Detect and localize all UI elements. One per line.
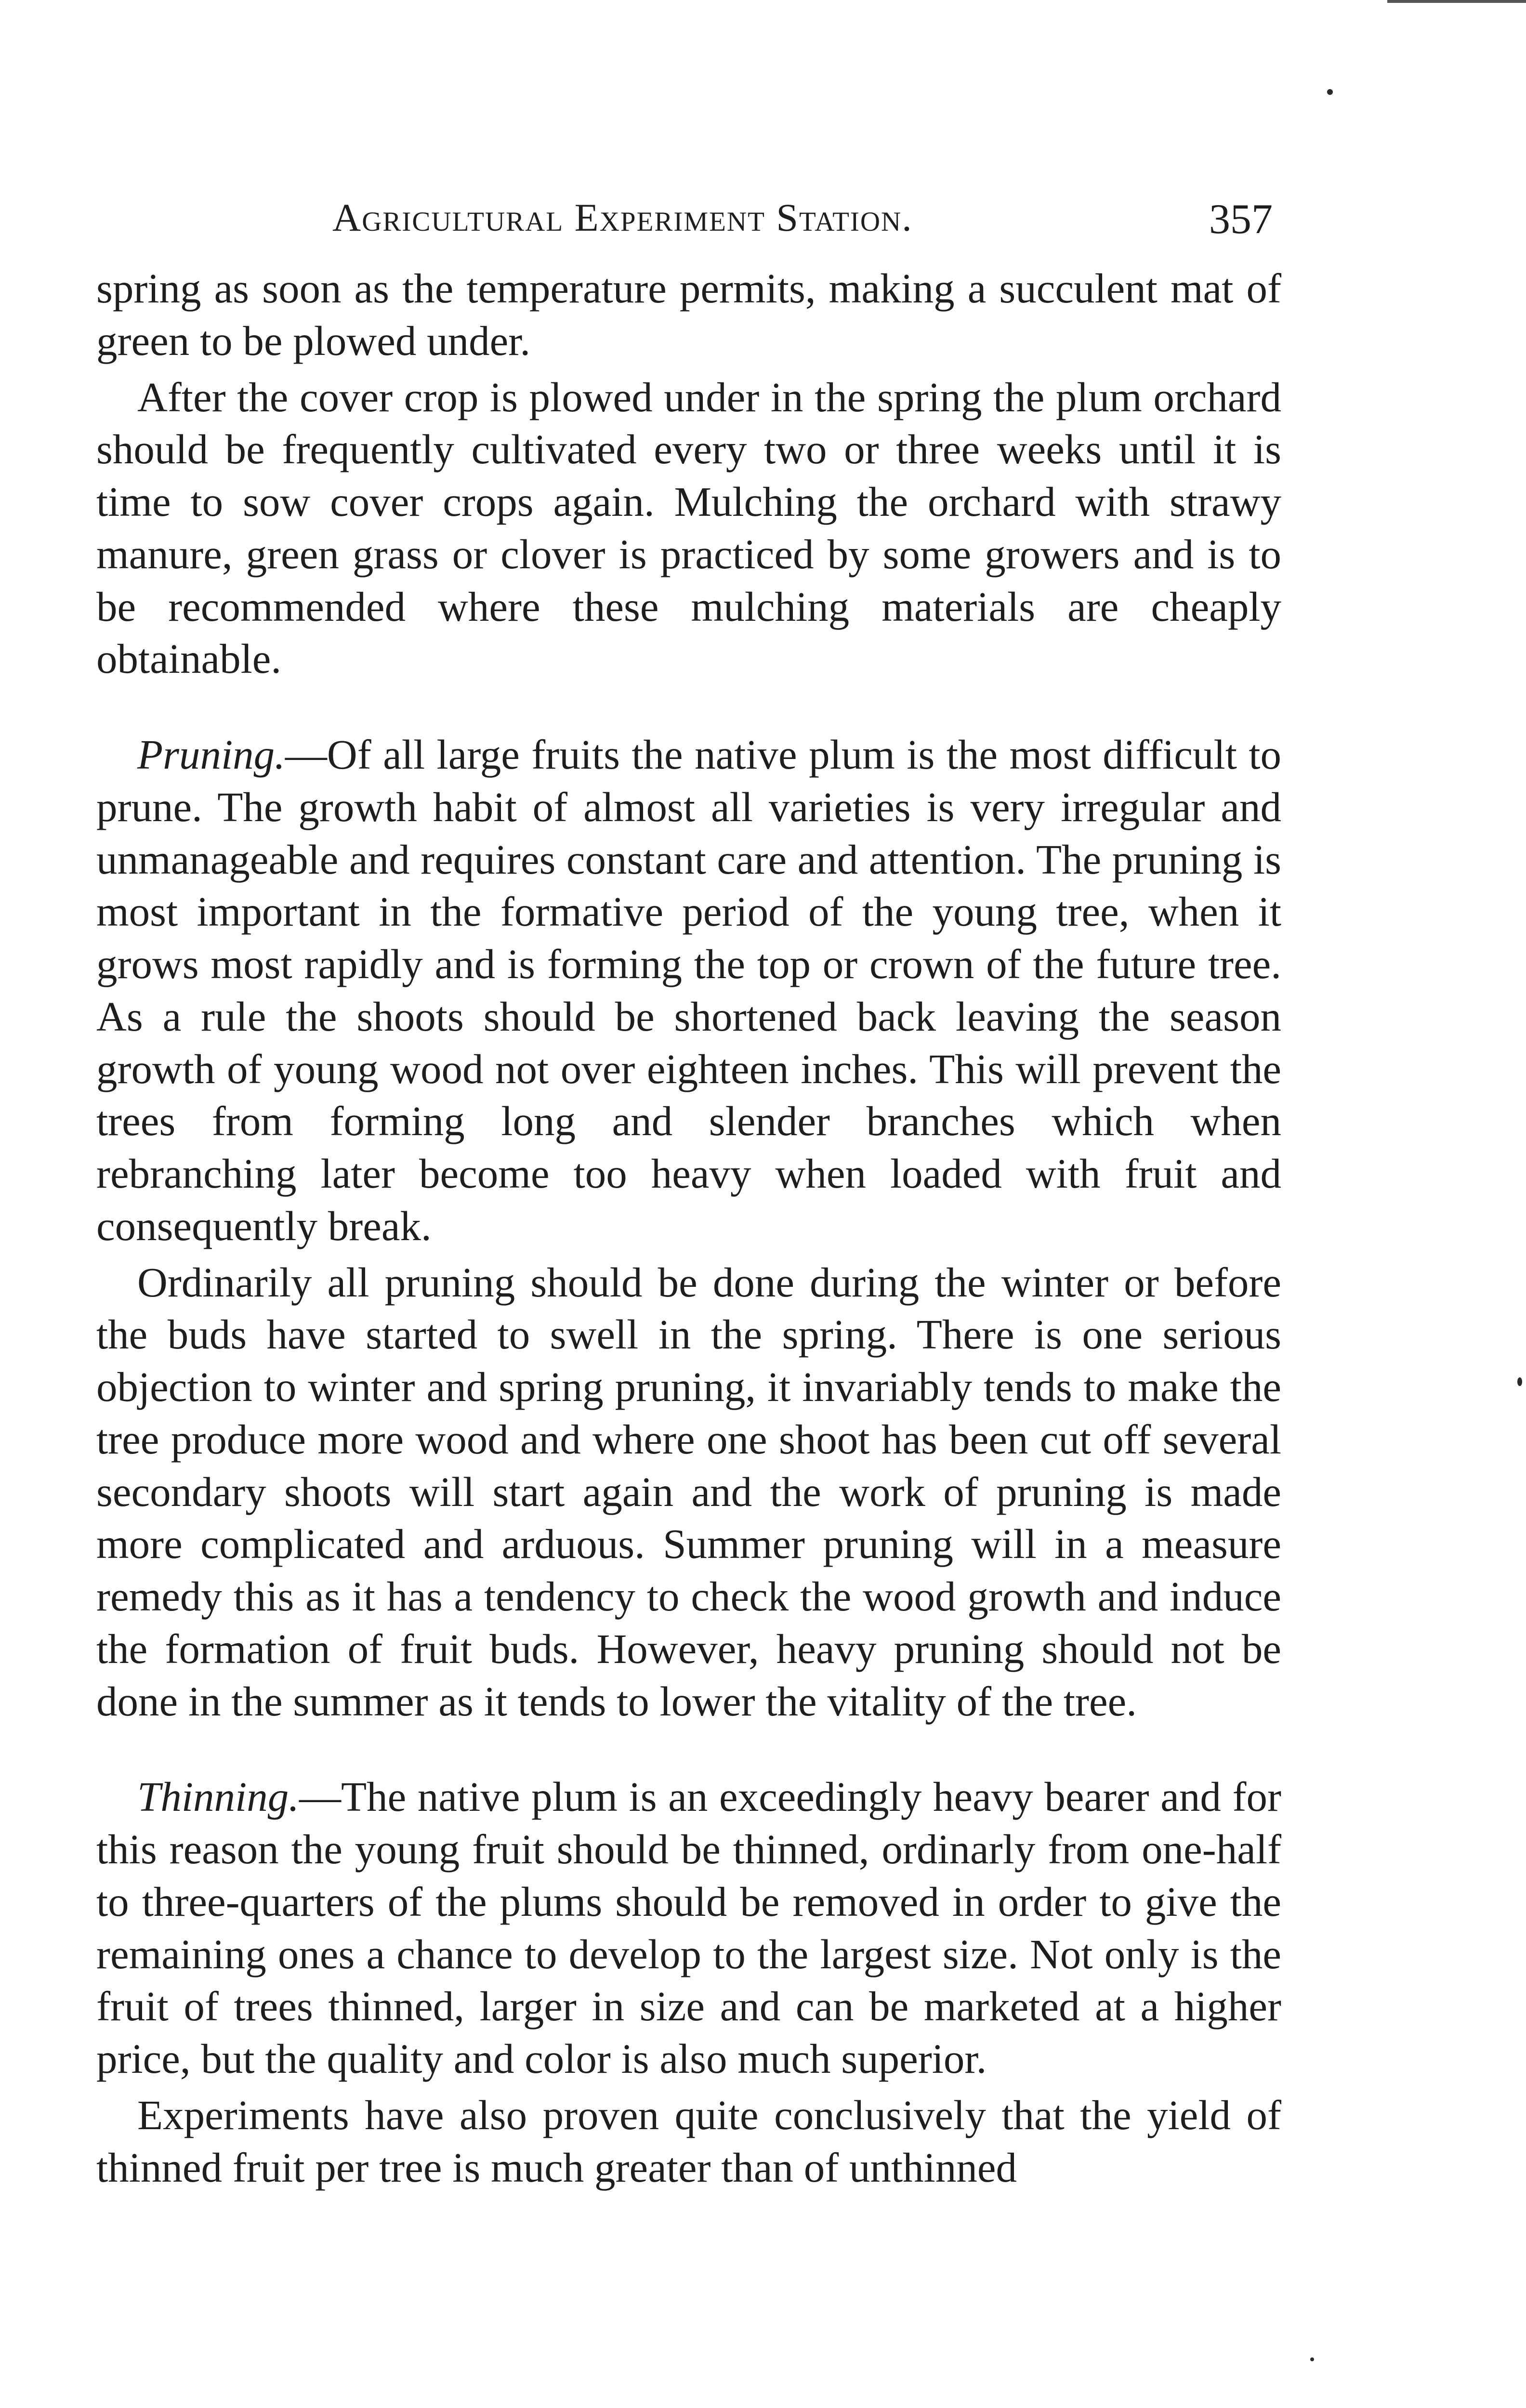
paragraph-text: Of all large fruits the native plum is the most difficult to prune. The growth habit of almost all varieties is very irregular and unmanageable and requires constant care and attention. The pruning is most important in the formative period of the young tree, when it grows most rapidly and is forming the top or crown of the future tree. As a rule the shoots should be shortened back leaving the season growth of young wood not over eighteen inches. This will prevent the trees from forming long and slender branches which when rebranching later become too heavy when loaded with fruit and consequently break.: [96, 731, 1281, 1249]
paragraph-thinning: Thinning.—The native plum is an exceedingly heavy bearer and for this reason the young fruit should be thinned, ordinarly from one-half to three-quarters of the plums should be removed in order to give the remaining ones a chance to develop to the largest size. Not only is the fruit of trees thinned, larger in size and can be marketed at a higher price, but the quality and color is also much superior.: [96, 1773, 1281, 2082]
page-number: 357: [1209, 196, 1273, 243]
scan-edge-mark: [1387, 0, 1526, 3]
body-text: [96, 262, 1281, 2194]
paragraph-pruning: Pruning.—Of all large fruits the native plum is the most difficult to prune. The growth habit of almost all varieties is very irregular and unmanageable and requires constant care and attention. The pruning is most important in the formative period of the young tree, when it grows most rapidly and is forming the top or crown of the future tree. As a rule the shoots should be shortened back leaving the season growth of young wood not over eighteen inches. This will prevent the trees from forming long and slender branches which when rebranching later become too heavy when loaded with fruit and consequently break.: [96, 731, 1281, 1249]
paragraph-text: The native plum is an exceedingly heavy bearer and for this reason the young fruit should be thinned, ordinarly from one-half to three-quarters of the plums should be removed in order to give the remaining ones a chance to develop to the largest size. Not only is the fruit of trees thinned, larger in size and can be marketed at a higher price, but the quality and color is also much superior.: [96, 1773, 1281, 2082]
paragraph-experiments: [96, 2089, 1281, 2194]
paragraph-text: Experiments have also proven quite conclusively that the yield of thinned fruit per tree is much greater than of unthinned: [96, 2091, 1281, 2191]
paragraph-cover-crop-continued: [96, 262, 1281, 367]
paragraph-text: After the cover crop is plowed under in the spring the plum orchard should be frequently cultivated every two or three weeks until it is time to sow cover crops again. Mulching the orchard with strawy manure, green grass or clover is practiced by some growers and is to be recommended where these mulching materials are cheaply obtainable.: [96, 373, 1281, 682]
paragraph-text: Ordinarily all pruning should be done during the winter or before the buds have started to swell in the spring. There is one serious objection to winter and spring pruning, it invariably tends to make the tree produce more wood and where one shoot has been cut off several secondary shoots will start again and the work of pruning is made more complicated and arduous. Summer pruning will in a measure remedy this as it has a tendency to check the wood growth and induce the formation of fruit buds. However, heavy pruning should not be done in the summer as it tends to lower the vitality of the tree.: [96, 1258, 1281, 1725]
section-heading-pruning: Pruning.: [137, 731, 285, 778]
scan-speck: [1310, 2357, 1314, 2361]
paragraph-pruning-timing: [96, 1256, 1281, 1728]
header-title: Agricultural Experiment Station.: [332, 196, 913, 239]
scan-speck: [1327, 89, 1333, 95]
paragraph-cultivation: [96, 371, 1281, 686]
scan-speck: [1517, 1377, 1522, 1386]
running-header: [332, 195, 1296, 253]
section-heading-thinning: Thinning.: [137, 1773, 299, 1820]
paragraph-text: spring as soon as the temperature permits, making a succulent mat of green to be plowed under.: [96, 265, 1281, 364]
